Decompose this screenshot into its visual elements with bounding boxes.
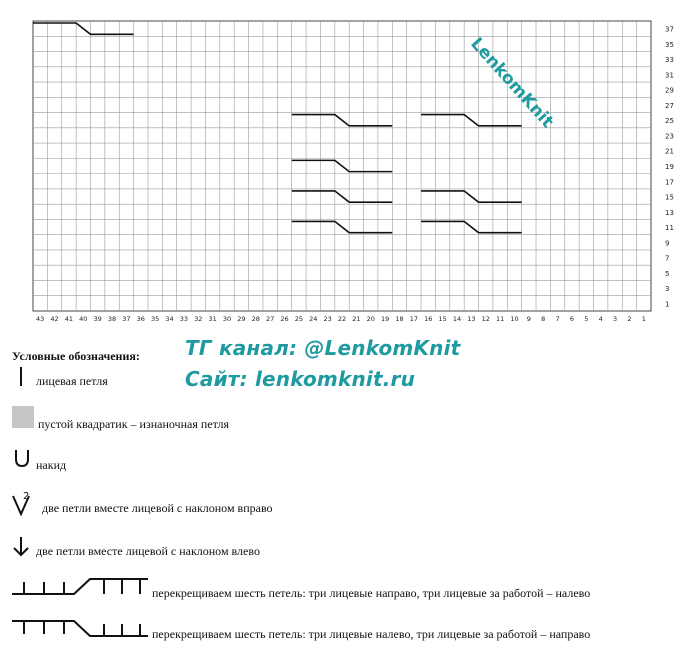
column-number: 11: [495, 315, 505, 323]
row-number: 27: [665, 101, 674, 110]
row-number: 15: [665, 193, 674, 202]
column-number: 23: [323, 315, 332, 323]
column-number-labels: [36, 315, 646, 323]
knit-stitch-icon: [14, 364, 28, 390]
k2tog-right-icon: [10, 488, 36, 518]
legend-text: две петли вместе лицевой с наклоном влево: [36, 544, 260, 558]
website: Сайт: lenkomknit.ru: [185, 367, 416, 391]
cable-left-icon: [10, 614, 150, 644]
row-number: 9: [665, 239, 670, 248]
column-number: 40: [79, 315, 88, 323]
row-number: 21: [665, 147, 674, 156]
legend-text: пустой квадратик – изнаночная петля: [38, 417, 230, 431]
legend-text: перекрещиваем шесть петель: три лицевые налево, три лицевые за работой – направо: [152, 627, 591, 641]
row-number: 1: [665, 300, 670, 309]
k2tog-left-icon: [10, 534, 32, 560]
column-number: 2: [627, 315, 632, 323]
row-number: 37: [665, 25, 674, 34]
legend-title: Условные обозначения:: [12, 349, 140, 363]
watermark: LenkomKnit: [466, 33, 558, 133]
column-number: 32: [194, 315, 203, 323]
column-number: 14: [452, 315, 462, 323]
legend-item-purl: [0, 404, 699, 434]
row-number: 25: [665, 117, 674, 126]
column-number: 29: [237, 315, 246, 323]
yarn-over-icon: [12, 446, 32, 470]
column-number: 1: [641, 315, 646, 323]
column-number: 18: [395, 315, 404, 323]
legend-item-cable-left: [0, 614, 699, 644]
row-number: 35: [665, 40, 674, 49]
row-number: 23: [665, 132, 674, 141]
row-number-labels: [665, 26, 674, 309]
column-number: 25: [294, 315, 304, 323]
row-number: 13: [665, 208, 674, 217]
column-number: 20: [366, 315, 375, 323]
legend-item-cable-right: [0, 572, 699, 602]
column-number: 43: [36, 315, 45, 323]
legend-item-k2tog-right: [0, 488, 699, 518]
column-number: 31: [208, 315, 217, 323]
legend-item-yarn-over: [0, 446, 699, 476]
row-number: 19: [665, 163, 674, 171]
row-number: 29: [665, 86, 674, 95]
row-number: 17: [665, 178, 674, 187]
column-number: 30: [222, 315, 232, 323]
row-number: 11: [665, 224, 674, 233]
row-number: 3: [665, 285, 670, 294]
column-number: 38: [107, 315, 117, 323]
cable-right-icon: [10, 572, 150, 602]
column-number: 34: [165, 315, 174, 323]
purl-square-icon: [12, 406, 34, 428]
column-number: 9: [526, 315, 531, 323]
column-number: 21: [352, 315, 361, 323]
column-number: 12: [481, 315, 490, 323]
column-number: 27: [265, 315, 275, 323]
column-number: 41: [64, 315, 74, 323]
column-number: 5: [584, 315, 589, 323]
column-number: 7: [555, 315, 560, 323]
row-number: 31: [665, 71, 674, 80]
column-number: 6: [569, 315, 575, 323]
column-number: 33: [179, 315, 189, 323]
column-number: 37: [122, 315, 131, 323]
svg-text:2: 2: [23, 491, 30, 502]
row-number: 7: [665, 254, 670, 263]
column-number: 19: [380, 315, 390, 323]
column-number: 16: [424, 315, 433, 323]
column-number: 28: [251, 315, 260, 323]
column-number: 22: [337, 315, 347, 323]
column-number: 39: [93, 315, 102, 323]
legend-item-k2tog-left: [0, 534, 699, 564]
column-number: 10: [510, 315, 519, 323]
legend-text: лицевая петля: [36, 374, 108, 388]
column-number: 15: [438, 315, 447, 323]
row-number: 5: [665, 269, 670, 278]
column-number: 35: [151, 315, 160, 323]
column-number: 17: [409, 315, 419, 323]
column-number: 3: [612, 315, 618, 323]
column-number: 26: [280, 315, 289, 323]
column-number: 13: [467, 315, 476, 323]
column-number: 24: [309, 315, 318, 323]
legend-text: две петли вместе лицевой с наклоном вправо: [42, 501, 273, 515]
legend-item-knit: [0, 364, 699, 394]
telegram-channel: ТГ канал: @LenkomKnit: [185, 336, 461, 360]
column-number: 42: [50, 315, 59, 323]
row-number: 33: [665, 56, 674, 65]
column-number: 8: [541, 315, 546, 323]
column-number: 36: [136, 315, 145, 323]
column-number: 4: [598, 315, 603, 323]
legend-text: накид: [36, 458, 67, 472]
legend-text: перекрещиваем шесть петель: три лицевые направо, три лицевые за работой – налево: [152, 586, 591, 600]
